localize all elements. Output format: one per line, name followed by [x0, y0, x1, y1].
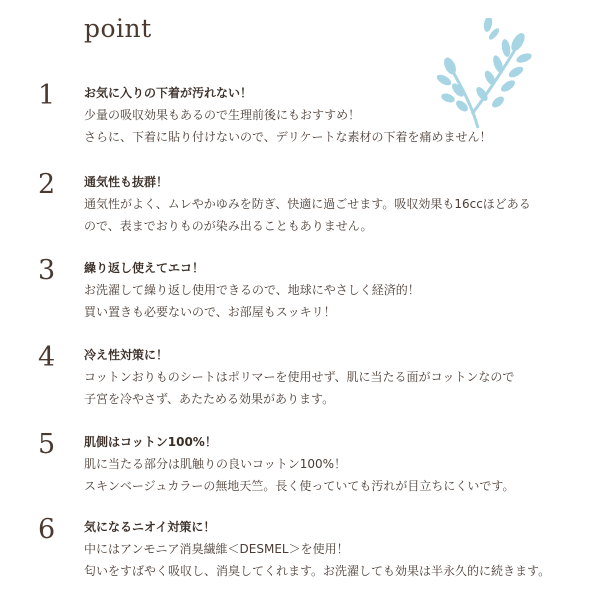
point-text-line: 買い置きも必要ないので、お部屋もスッキリ！ — [84, 305, 336, 319]
point-number: 5 — [38, 429, 56, 460]
point-text-line: お洗濯して繰り返し使用できるので、地球にやさしく経済的！ — [84, 283, 420, 297]
point-text-line: 匂いをすばやく吸収し、消臭してくれます。お洗濯しても効果は半永久的に続きます。 — [84, 564, 551, 578]
point-text-line: さらに、下着に貼り付けないので、デリケートな素材の下着を痛めません！ — [84, 130, 492, 144]
watercolor-leaf-icon — [432, 18, 532, 130]
point-text-line: コットンおりものシートはポリマーを使用せず、肌に当たる面がコットンなので — [84, 370, 515, 384]
point-heading: お気に入りの下着が汚れない！ — [84, 86, 253, 100]
point-text-line: 通気性がよく、ムレやかゆみを防ぎ、快適に過ごせます。吸収効果も16ccほどある — [84, 197, 531, 211]
point-heading: 冷え性対策に！ — [84, 348, 169, 362]
point-heading: 繰り返し使えてエコ！ — [84, 261, 205, 275]
point-heading: 肌側はコットン100%！ — [84, 435, 217, 449]
point-text-line: 肌に当たる部分は肌触りの良いコットン100%！ — [84, 457, 347, 471]
point-heading: 気になるニオイ対策に！ — [84, 520, 216, 534]
point-text-line: ので、表までおりものが染み出ることもありません。 — [84, 219, 373, 233]
point-heading: 通気性も抜群！ — [84, 175, 169, 189]
point-number: 3 — [38, 255, 56, 286]
point-number: 2 — [38, 169, 56, 200]
point-number: 6 — [38, 514, 56, 545]
page-title: point — [84, 14, 152, 43]
point-text-line: 子宮を冷やさず、あたためる効果があります。 — [84, 392, 335, 406]
point-number: 4 — [38, 342, 56, 373]
point-text-line: スキンベージュカラーの無地天竺。長く使っていても汚れが目立ちにくいです。 — [84, 479, 515, 493]
point-text-line: 少量の吸収効果もあるので生理前後にもおすすめ！ — [84, 108, 361, 122]
point-number: 1 — [38, 80, 56, 111]
point-text-line: 中にはアンモニア消臭繊維＜DESMEL＞を使用！ — [84, 542, 349, 556]
